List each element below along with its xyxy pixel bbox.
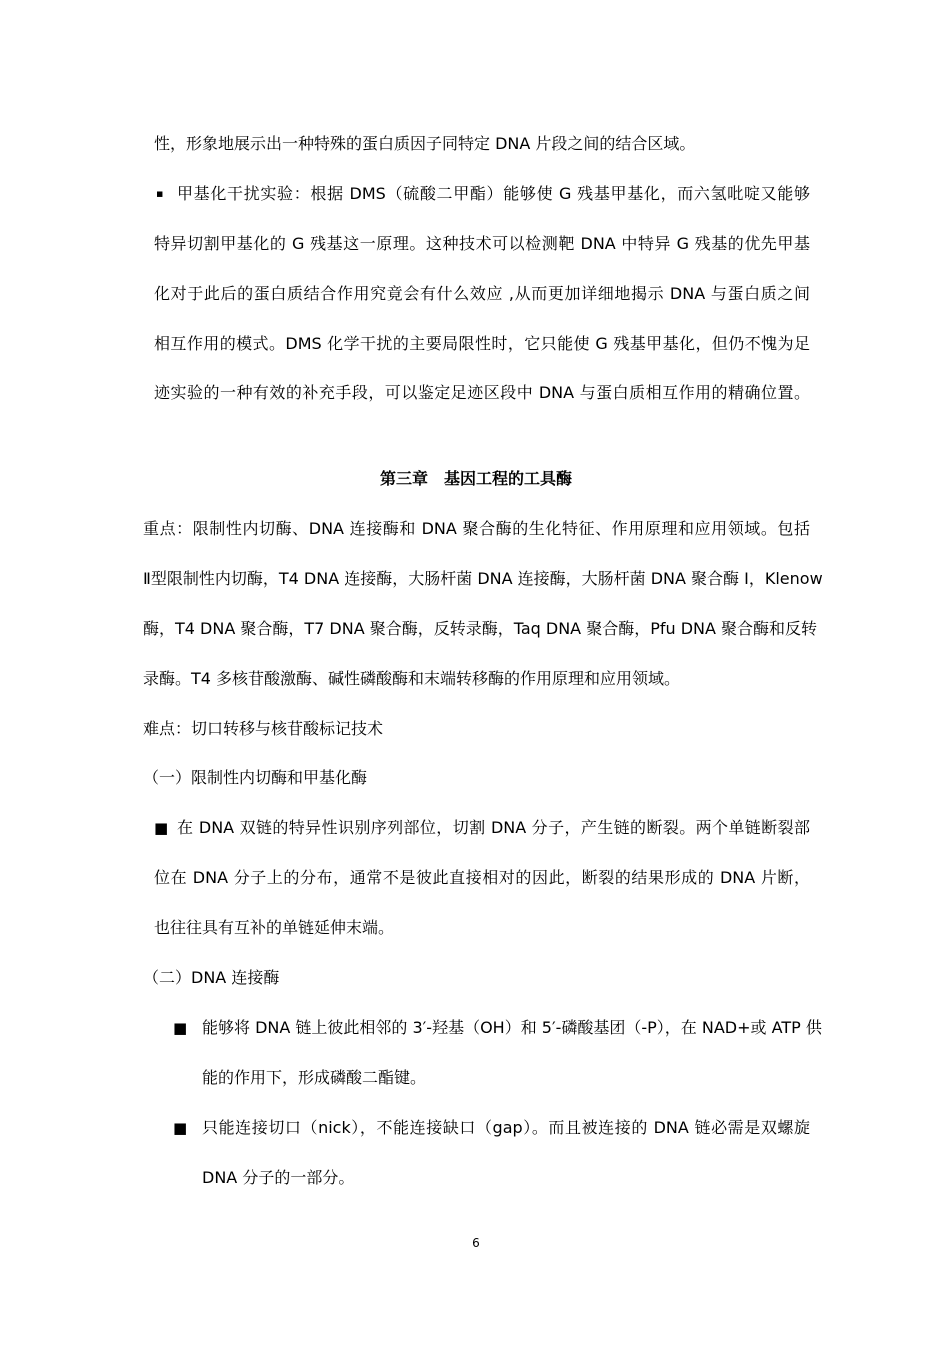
bullet-icon: ▪	[156, 187, 164, 200]
section2-line: 能够将 DNA 链上彼此相邻的 3′-羟基（OH）和 5′-磷酸基团（-P），在 NAD+或 ATP 供	[202, 1018, 822, 1037]
section2-line: 只能连接切口（nick），不能连接缺口（gap）。而且被连接的 DNA 链必需是双螺旋	[202, 1118, 810, 1137]
dms-line: 相互作用的模式。DMS 化学干扰的主要局限性时，它只能使 G 残基甲基化，但仍不愧为足	[154, 334, 810, 353]
section1-line: 也往往具有互补的单链延伸末端。	[154, 918, 395, 937]
section-heading: （二）DNA 连接酶	[143, 968, 280, 987]
dms-line: 特异切割甲基化的 G 残基这一原理。这种技术可以检测靶 DNA 中特异 G 残基的优先甲基	[154, 234, 810, 253]
section1-line: 位在 DNA 分子上的分布，通常不是彼此直接相对的因此，断裂的结果形成的 DNA 片断，	[154, 868, 810, 887]
dms-line: 迹实验的一种有效的补充手段，可以鉴定足迹区段中 DNA 与蛋白质相互作用的精确位置。	[154, 383, 810, 402]
section-heading: （一）限制性内切酶和甲基化酶	[143, 768, 368, 787]
square-bullet-icon: ■	[154, 819, 169, 837]
square-bullet-icon: ■	[173, 1119, 188, 1137]
key-points-line: 酶，T4 DNA 聚合酶，T7 DNA 聚合酶，反转录酶，Taq DNA 聚合酶，Pfu DNA 聚合酶和反转	[143, 619, 818, 638]
paragraph-line: 性，形象地展示出一种特殊的蛋白质因子同特定 DNA 片段之间的结合区域。	[154, 134, 696, 153]
page-number: 6	[472, 1236, 480, 1250]
key-points-line: 录酶。T4 多核苷酸激酶、碱性磷酸酶和末端转移酶的作用原理和应用领域。	[143, 669, 681, 688]
key-points-line: 重点：限制性内切酶、DNA 连接酶和 DNA 聚合酶的生化特征、作用原理和应用领域。包括	[143, 519, 810, 538]
difficulty-line: 难点：切口转移与核苷酸标记技术	[143, 719, 384, 738]
chapter-title: 第三章 基因工程的工具酶	[379, 469, 572, 488]
dms-line: 化对于此后的蛋白质结合作用究竟会有什么效应 ,从而更加详细地揭示 DNA 与蛋白质之间	[154, 284, 810, 303]
section2-line: DNA 分子的一部分。	[202, 1168, 355, 1187]
square-bullet-icon: ■	[173, 1019, 188, 1037]
section1-line: 在 DNA 双链的特异性识别序列部位，切割 DNA 分子，产生链的断裂。两个单链断裂部	[177, 818, 810, 837]
dms-line: 甲基化干扰实验：根据 DMS（硫酸二甲酯）能够使 G 残基甲基化，而六氢吡啶又能够	[177, 184, 810, 203]
key-points-line: Ⅱ型限制性内切酶，T4 DNA 连接酶，大肠杆菌 DNA 连接酶，大肠杆菌 DNA 聚合酶 I，Klenow	[143, 569, 823, 588]
section2-line: 能的作用下，形成磷酸二酯键。	[202, 1068, 427, 1087]
